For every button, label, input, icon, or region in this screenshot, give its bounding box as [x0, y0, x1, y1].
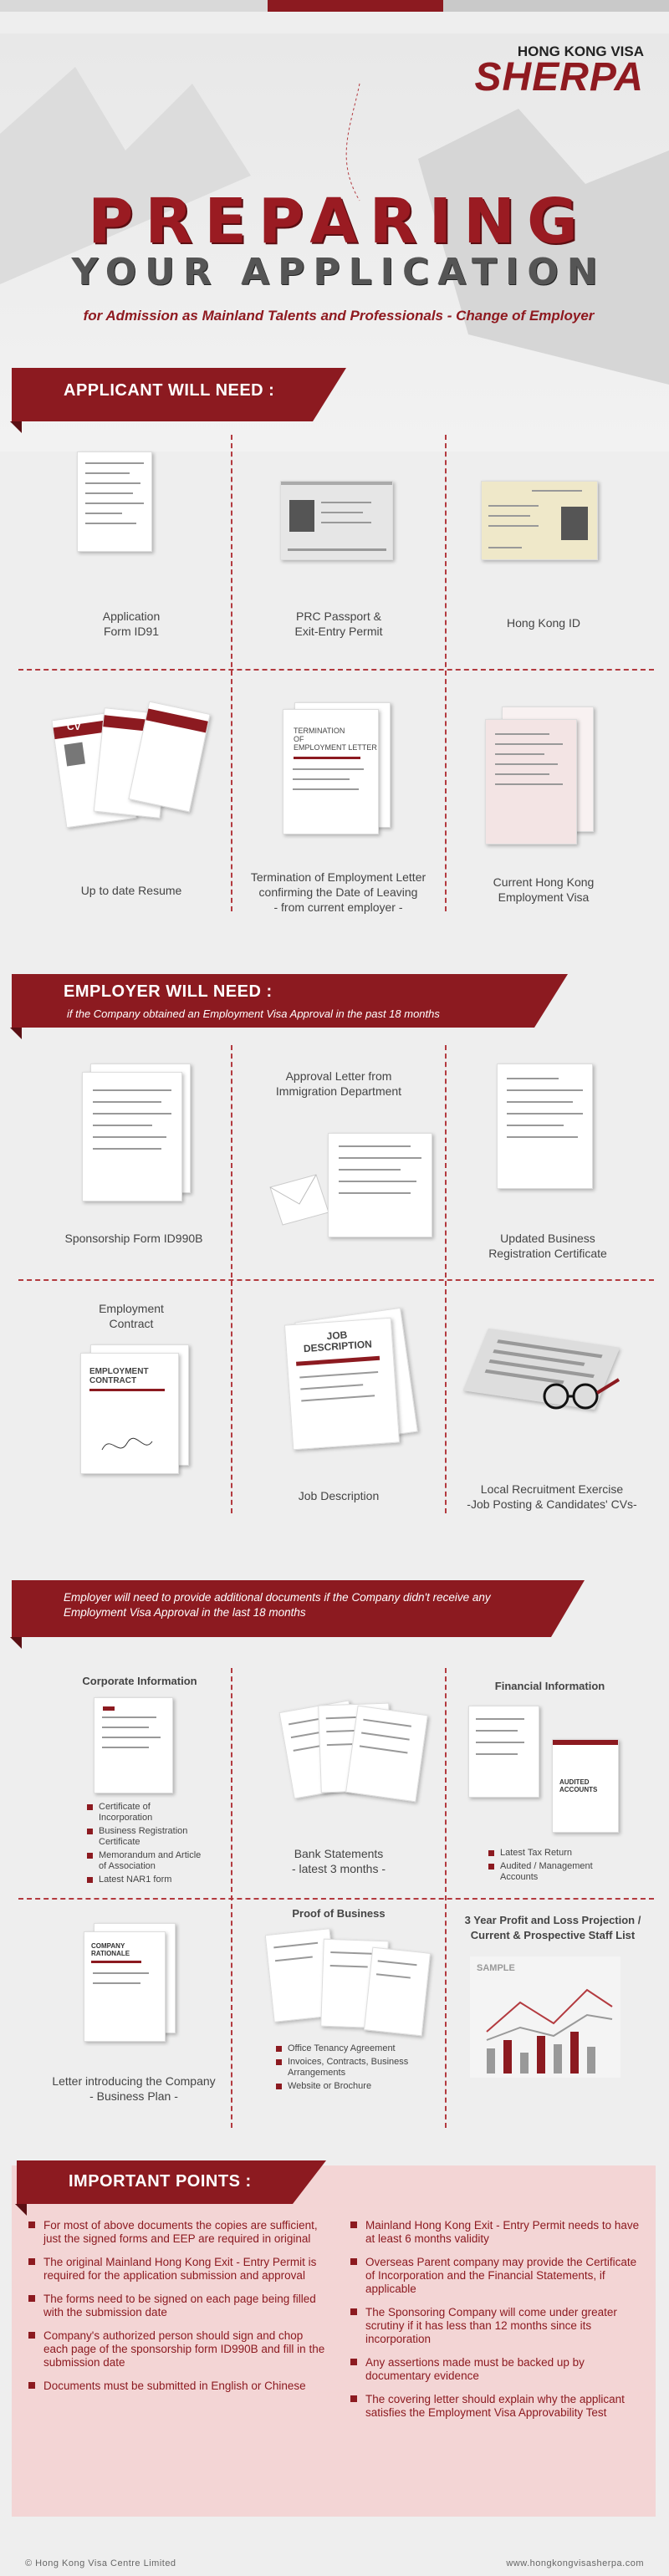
page-title-line2: YOUR APPLICATION — [71, 251, 606, 293]
item-bank-statements: Bank Statements - latest 3 months - — [291, 1847, 386, 1875]
page-title: PREPARING — [88, 186, 590, 258]
additional-banner — [12, 1580, 551, 1637]
item-passport: PRC Passport & Exit-Entry Permit — [294, 610, 383, 638]
corporate-bullet: Certificate of Incorporation — [87, 1802, 204, 1824]
item-application-form: Application Form ID91 — [102, 610, 161, 638]
sample-label: SAMPLE — [477, 1963, 515, 1973]
important-point: The forms need to be signed on each page being filled with the submission date — [28, 2293, 329, 2319]
important-banner — [17, 2160, 293, 2204]
brand-logo[interactable] — [474, 43, 644, 99]
contract-doc-label: EMPLOYMENT CONTRACT — [89, 1367, 149, 1385]
termination-doc-label: TERMINATION OF EMPLOYMENT LETTER — [294, 727, 377, 752]
proof-bullets — [276, 2043, 426, 2094]
additional-heading: Employer will need to provide additional documents if the Company didn't receive any Employment Visa Approval in the last 18 months — [64, 1591, 491, 1619]
item-business-registration: Updated Business Registration Certificate — [488, 1232, 607, 1260]
proof-bullet: Invoices, Contracts, Business Arrangements — [276, 2057, 426, 2079]
important-right-list — [350, 2219, 647, 2430]
proof-bullet: Office Tenancy Agreement — [276, 2043, 426, 2054]
jobdesc-doc-label: JOB DESCRIPTION — [303, 1329, 373, 1355]
important-point: The Sponsoring Company will come under greater scrutiny if it has less than 12 months since its incorporation — [350, 2306, 647, 2346]
applicant-banner — [12, 368, 313, 421]
important-point: Mainland Hong Kong Exit - Entry Permit needs to have at least 6 months validity — [350, 2219, 647, 2246]
proof-title: Proof of Business — [292, 1907, 386, 1920]
rationale-doc-label: COMPANY RATIONALE — [91, 1942, 130, 1957]
proof-bullet: Website or Brochure — [276, 2081, 426, 2092]
important-point: Overseas Parent company may provide the Certificate of Incorporation and the Financial Statements, if applicable — [350, 2256, 647, 2296]
projection-chart-image — [470, 1956, 620, 2078]
financial-bullet: Latest Tax Return — [488, 1848, 622, 1859]
corporate-bullets — [87, 1802, 204, 1888]
employer-subheading: if the Company obtained an Employment Visa Approval in the past 18 months — [67, 1007, 440, 1020]
page-subtitle: for Admission as Mainland Talents and Professionals - Change of Employer — [83, 308, 595, 324]
important-point: The original Mainland Hong Kong Exit - Entry Permit is required for the application submission and approval — [28, 2256, 329, 2283]
item-recruitment: Local Recruitment Exercise -Job Posting & Candidates' CVs- — [467, 1482, 637, 1511]
top-color-bar — [0, 0, 669, 12]
important-point: Any assertions made must be backed up by documentary evidence — [350, 2356, 647, 2383]
footer-website-link[interactable]: www.hongkongvisasherpa.com — [506, 2558, 644, 2568]
item-hkid: Hong Kong ID — [507, 616, 580, 630]
passport-image — [280, 481, 393, 560]
important-points-panel — [12, 2165, 656, 2517]
audited-doc-label: AUDITED ACCOUNTS — [559, 1778, 598, 1793]
item-employment-visa: Current Hong Kong Employment Visa — [493, 875, 595, 904]
important-point: The covering letter should explain why the applicant satisfies the Employment Visa Approvability Test — [350, 2393, 647, 2420]
hkid-image — [481, 481, 598, 560]
projection-title: 3 Year Profit and Loss Projection / Current & Prospective Staff List — [464, 1914, 641, 1941]
important-heading: IMPORTANT POINTS : — [69, 2172, 252, 2191]
item-employment-contract: Employment Contract — [99, 1302, 164, 1330]
item-termination-letter: Termination of Employment Letter confirming the Date of Leaving - from current employer - — [250, 870, 426, 914]
brand-small-text: HONG KONG VISA — [517, 43, 644, 59]
item-job-description: Job Description — [298, 1489, 380, 1502]
corporate-doc-image — [94, 1697, 173, 1793]
important-point: Company's authorized person should sign and chop each page of the sponsorship form ID990B and fill in the submission date — [28, 2329, 329, 2369]
corporate-bullet: Latest NAR1 form — [87, 1875, 204, 1885]
important-left-list — [28, 2219, 329, 2403]
cv-label: CV — [67, 721, 81, 732]
item-sponsorship-form: Sponsorship Form ID990B — [64, 1232, 203, 1245]
applicant-heading: APPLICANT WILL NEED : — [64, 381, 275, 400]
item-approval-letter: Approval Letter from Immigration Department — [275, 1069, 402, 1098]
corporate-title: Corporate Information — [82, 1675, 197, 1687]
form-id91-image — [77, 451, 152, 552]
important-point: Documents must be submitted in English or Chinese — [28, 2380, 329, 2393]
financial-title: Financial Information — [494, 1680, 605, 1692]
financial-bullet: Audited / Management Accounts — [488, 1861, 622, 1883]
item-resume: Up to date Resume — [80, 884, 182, 897]
financial-bullets — [488, 1848, 622, 1885]
footer-copyright: © Hong Kong Visa Centre Limited — [25, 2558, 176, 2568]
corporate-bullet: Business Registration Certificate — [87, 1826, 204, 1848]
employer-heading: EMPLOYER WILL NEED : — [64, 982, 273, 1001]
brand-big-text: SHERPA — [474, 55, 644, 99]
item-company-letter: Letter introducing the Company - Business Plan - — [52, 2074, 216, 2103]
corporate-bullet: Memorandum and Article of Association — [87, 1850, 204, 1872]
employer-banner — [12, 974, 534, 1028]
important-point: For most of above documents the copies are sufficient, just the signed forms and EEP are required in original — [28, 2219, 329, 2246]
